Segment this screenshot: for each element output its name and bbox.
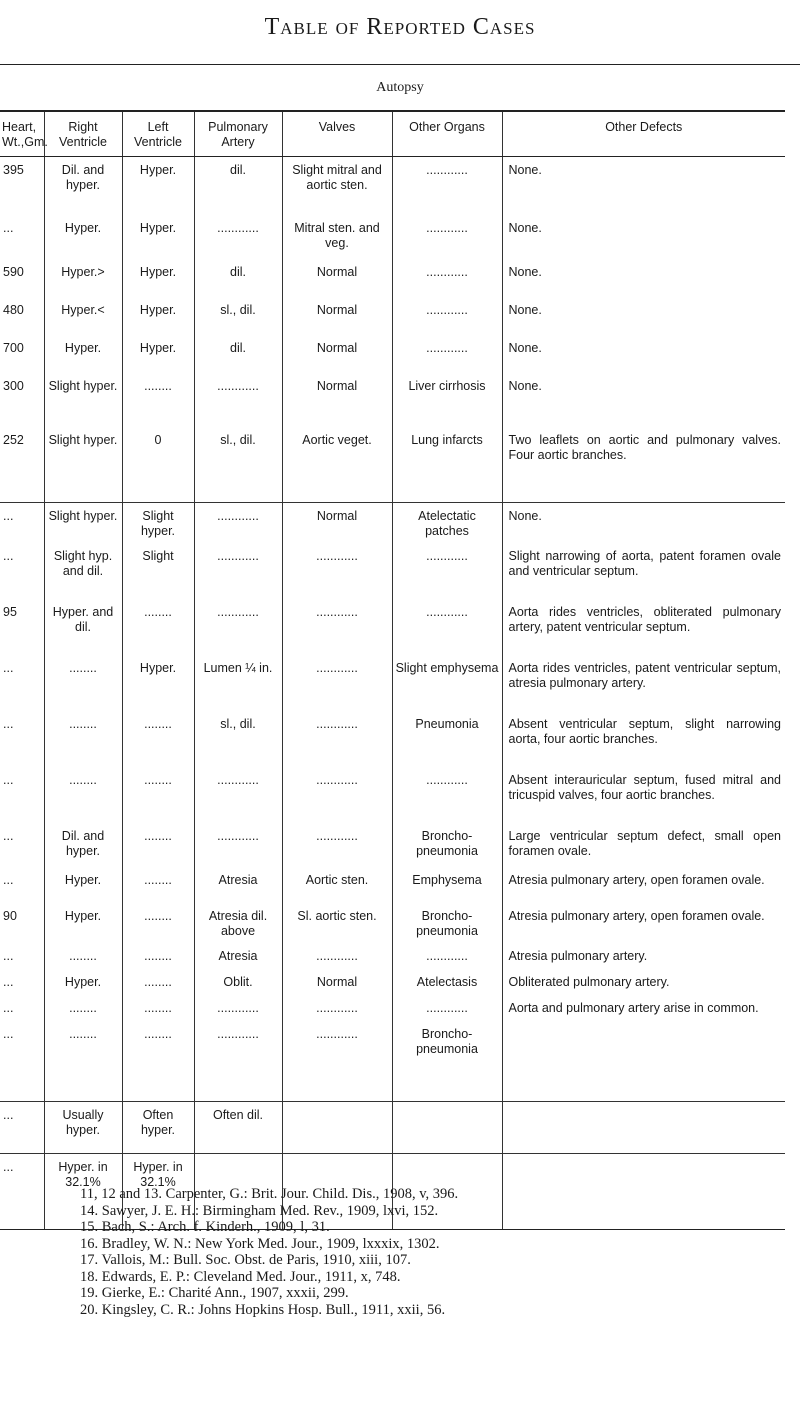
col-header-valves: Valves (282, 111, 392, 157)
table-row (0, 943, 785, 969)
cell-right-ventricle: Slight hyper. (44, 427, 122, 503)
reference-item: 14. Sawyer, J. E. H.: Birmingham Med. Rev., 1909, lxvi, 152. (80, 1202, 439, 1219)
cell-heart-weight: 590 (3, 264, 24, 279)
cell-other-defects: None. (502, 503, 785, 544)
cell-right-ventricle: Dil. and hyper. (44, 157, 122, 215)
cell-heart-weight: ... (3, 873, 14, 887)
cell-right-ventricle: ........ (44, 1021, 122, 1101)
reference-item: 11, 12 and 13. Carpenter, G.: Brit. Jour. Child. Dis., 1908, v, 396. (80, 1186, 459, 1202)
summary-cell-heart-weight: ... (0, 1101, 44, 1153)
cell-pulmonary-artery: ............ (194, 215, 282, 259)
cell-other-defects: Two leaflets on aortic and pulmonary valves. Four aortic branches. (502, 427, 785, 503)
cell-pulmonary-artery: ............ (194, 995, 282, 1021)
cell-other-defects: Aorta rides ventricles, patent ventricular septum, atresia pulmonary artery. (502, 655, 785, 711)
summary-cell-other-organs (392, 1101, 502, 1153)
table-row (0, 215, 785, 259)
cell-right-ventricle: Hyper. (44, 969, 122, 995)
cell-left-ventricle: ........ (122, 867, 194, 903)
col-header-pulmonary-artery: Pulmonary Artery (194, 111, 282, 157)
summary-cell-right-ventricle: Usually hyper. (44, 1101, 122, 1153)
cell-heart-weight: 95 (3, 605, 17, 619)
cell-right-ventricle: ........ (44, 711, 122, 767)
summary-row (0, 1101, 785, 1153)
cell-pulmonary-artery: sl., dil. (194, 297, 282, 335)
page-title: Table of Reported Cases (264, 14, 536, 40)
table-row (0, 767, 785, 823)
cell-valves: Aortic sten. (282, 867, 392, 903)
cell-other-defects: None. (502, 335, 785, 373)
col-header-left-ventricle: Left Ventricle (122, 111, 194, 157)
cell-other-defects: None. (502, 157, 785, 215)
table-row (0, 711, 785, 767)
cell-valves: ............ (282, 1021, 392, 1101)
cell-left-ventricle: ........ (122, 995, 194, 1021)
col-header-other-defects: Other Defects (502, 111, 785, 157)
cell-heart-weight: 700 (3, 340, 24, 355)
cell-other-defects: Atresia pulmonary artery. (502, 943, 785, 969)
cell-heart-weight: 480 (3, 302, 24, 317)
cell-valves: ............ (282, 767, 392, 823)
cell-left-ventricle: ........ (122, 373, 194, 427)
cell-pulmonary-artery: ............ (194, 503, 282, 544)
cell-heart-weight: ... (3, 829, 14, 843)
cell-other-organs: Emphysema (392, 867, 502, 903)
cell-other-defects: Aorta and pulmonary artery arise in common. (502, 995, 785, 1021)
cell-valves: Normal (282, 373, 392, 427)
cell-other-defects: None. (502, 297, 785, 335)
cell-left-ventricle: Hyper. (122, 215, 194, 259)
cell-other-organs: Broncho-pneumonia (392, 903, 502, 943)
cell-pulmonary-artery: sl., dil. (194, 711, 282, 767)
cell-left-ventricle: ........ (122, 599, 194, 655)
cell-pulmonary-artery: dil. (194, 157, 282, 215)
cell-pulmonary-artery: Atresia (194, 867, 282, 903)
cell-valves: Normal (282, 969, 392, 995)
cell-other-organs: Atelectatic patches (392, 503, 502, 544)
cell-other-organs: ............ (392, 995, 502, 1021)
cell-other-organs: ............ (392, 215, 502, 259)
cell-left-ventricle: ........ (122, 823, 194, 867)
cell-left-ventricle: Hyper. (122, 655, 194, 711)
cell-right-ventricle: Hyper. (44, 335, 122, 373)
cell-left-ventricle: 0 (122, 427, 194, 503)
cell-heart-weight: 300 (3, 378, 24, 393)
summary-cell-left-ventricle: Hyper. in 32.1% (122, 1153, 194, 1229)
cell-valves: ............ (282, 943, 392, 969)
cell-right-ventricle: Hyper.> (44, 259, 122, 297)
cell-other-defects: Atresia pulmonary artery, open foramen ovale. (502, 867, 785, 903)
cell-pulmonary-artery: Atresia (194, 943, 282, 969)
cell-valves: Sl. aortic sten. (282, 903, 392, 943)
cell-other-organs: Slight emphysema (392, 655, 502, 711)
cell-valves: Normal (282, 335, 392, 373)
reference-item: 16. Bradley, W. N.: New York Med. Jour., 1909, lxxxix, 1302. (80, 1235, 440, 1252)
cell-heart-weight: ... (3, 975, 14, 989)
cell-other-organs: ............ (392, 157, 502, 215)
cell-heart-weight: ... (3, 717, 14, 731)
cell-other-defects: Obliterated pulmonary artery. (502, 969, 785, 995)
cell-pulmonary-artery: sl., dil. (194, 427, 282, 503)
cell-other-organs: Pneumonia (392, 711, 502, 767)
cell-left-ventricle: Hyper. (122, 259, 194, 297)
table-row (0, 969, 785, 995)
table-row (0, 823, 785, 867)
cell-right-ventricle: Hyper.< (44, 297, 122, 335)
table-row (0, 297, 785, 335)
cell-pulmonary-artery: dil. (194, 259, 282, 297)
cell-right-ventricle: Dil. and hyper. (44, 823, 122, 867)
cell-heart-weight: ... (3, 773, 14, 787)
cell-valves: ............ (282, 655, 392, 711)
summary-cell-left-ventricle: Often hyper. (122, 1101, 194, 1153)
cell-valves: Normal (282, 297, 392, 335)
cell-other-defects (502, 1021, 785, 1101)
cell-other-organs: ............ (392, 259, 502, 297)
cell-valves: Slight mitral and aortic sten. (282, 157, 392, 215)
reference-item: 17. Vallois, M.: Bull. Soc. Obst. de Paris, 1910, xiii, 107. (80, 1252, 411, 1268)
cell-other-defects: Absent ventricular septum, slight narrowing aorta, four aortic branches. (502, 711, 785, 767)
table-row (0, 259, 785, 297)
cell-right-ventricle: Hyper. (44, 215, 122, 259)
table-row (0, 543, 785, 599)
title-rule (0, 64, 800, 65)
cell-heart-weight: ... (3, 661, 14, 675)
cell-heart-weight: ... (3, 1027, 14, 1041)
cell-valves: Normal (282, 259, 392, 297)
table-row (0, 655, 785, 711)
summary-cell-heart-weight: ... (0, 1153, 44, 1229)
cell-other-defects: None. (502, 215, 785, 259)
cell-heart-weight: 252 (3, 432, 24, 447)
table-row (0, 427, 785, 503)
cell-other-defects: Slight narrowing of aorta, patent foramen ovale and ventricular septum. (502, 543, 785, 599)
reference-item: 18. Edwards, E. P.: Cleveland Med. Jour., 1911, x, 748. (80, 1268, 401, 1285)
cell-valves: ............ (282, 823, 392, 867)
cell-pulmonary-artery: Lumen ¼ in. (194, 655, 282, 711)
cell-left-ventricle: Hyper. (122, 335, 194, 373)
cell-left-ventricle: ........ (122, 969, 194, 995)
cell-left-ventricle: Slight hyper. (122, 503, 194, 544)
cell-valves: ............ (282, 543, 392, 599)
cell-other-organs: Liver cirrhosis (392, 373, 502, 427)
cell-pulmonary-artery: ............ (194, 599, 282, 655)
reference-item: 15. Bach, S.: Arch. f. Kinderh., 1909, l, 31. (80, 1219, 330, 1235)
table-row (0, 503, 785, 544)
cell-pulmonary-artery: ............ (194, 767, 282, 823)
header-row (0, 111, 785, 157)
cell-other-defects: Atresia pulmonary artery, open foramen ovale. (502, 903, 785, 943)
cell-valves: Aortic veget. (282, 427, 392, 503)
table-row (0, 1021, 785, 1101)
cell-right-ventricle: ........ (44, 655, 122, 711)
table-row (0, 995, 785, 1021)
summary-cell-other-defects (502, 1101, 785, 1153)
cell-other-organs: ............ (392, 943, 502, 969)
cell-left-ventricle: ........ (122, 767, 194, 823)
cell-pulmonary-artery: Atresia dil. above (194, 903, 282, 943)
cell-right-ventricle: ........ (44, 767, 122, 823)
cell-left-ventricle: Hyper. (122, 297, 194, 335)
cell-heart-weight: 395 (3, 163, 24, 177)
reference-item: 19. Gierke, E.: Charité Ann., 1907, xxxii, 299. (80, 1285, 349, 1301)
table-body (0, 157, 785, 1230)
cell-heart-weight: ... (3, 220, 14, 235)
cell-valves: ............ (282, 711, 392, 767)
cell-left-ventricle: ........ (122, 943, 194, 969)
cell-heart-weight: ... (0, 503, 44, 544)
table-row (0, 335, 785, 373)
cell-heart-weight: ... (3, 549, 14, 563)
cell-heart-weight: 90 (3, 909, 17, 923)
cell-pulmonary-artery: dil. (194, 335, 282, 373)
cell-other-organs: Broncho-pneumonia (392, 823, 502, 867)
table-row (0, 867, 785, 903)
summary-cell-pulmonary-artery: Often dil. (194, 1101, 282, 1153)
reference-item: 20. Kingsley, C. R.: Johns Hopkins Hosp. Bull., 1911, xxii, 56. (80, 1301, 446, 1318)
references (80, 1186, 780, 1318)
cell-other-organs: ............ (392, 543, 502, 599)
cell-left-ventricle: ........ (122, 711, 194, 767)
cell-other-organs: ............ (392, 297, 502, 335)
cell-other-defects: Large ventricular septum defect, small open foramen ovale. (502, 823, 785, 867)
col-header-other-organs: Other Organs (392, 111, 502, 157)
col-header-right-ventricle: Right Ventricle (44, 111, 122, 157)
cell-other-organs: Atelectasis (392, 969, 502, 995)
cell-valves: ............ (282, 995, 392, 1021)
cell-heart-weight: ... (3, 949, 14, 963)
cell-left-ventricle: ........ (122, 1021, 194, 1101)
table-row (0, 157, 785, 215)
summary-cell-right-ventricle: Hyper. in 32.1% (44, 1153, 122, 1229)
cell-other-organs: Broncho-pneumonia (392, 1021, 502, 1101)
cell-right-ventricle: Slight hyper. (44, 373, 122, 427)
table-row (0, 373, 785, 427)
cell-valves: Normal (282, 503, 392, 544)
col-header-heart: Heart, Wt.,Gm. (0, 111, 44, 157)
cell-valves: Mitral sten. and veg. (282, 215, 392, 259)
cell-other-defects: Aorta rides ventricles, obliterated pulmonary artery, patent ventricular septum. (502, 599, 785, 655)
cell-left-ventricle: Hyper. (122, 157, 194, 215)
cell-right-ventricle: ........ (44, 995, 122, 1021)
cell-pulmonary-artery: ............ (194, 373, 282, 427)
cell-other-organs: ............ (392, 335, 502, 373)
autopsy-table (0, 110, 785, 1230)
cell-other-organs: ............ (392, 599, 502, 655)
cell-right-ventricle: Hyper. and dil. (44, 599, 122, 655)
cell-right-ventricle: Hyper. (44, 903, 122, 943)
cell-left-ventricle: Slight (122, 543, 194, 599)
summary-cell-valves (282, 1101, 392, 1153)
table-row (0, 599, 785, 655)
cell-right-ventricle: ........ (44, 943, 122, 969)
cell-pulmonary-artery: ............ (194, 1021, 282, 1101)
table-row (0, 903, 785, 943)
cell-right-ventricle: Hyper. (44, 867, 122, 903)
cell-right-ventricle: Slight hyper. (44, 503, 122, 544)
cell-other-organs: Lung infarcts (392, 427, 502, 503)
cell-right-ventricle: Slight hyp. and dil. (44, 543, 122, 599)
cell-other-defects: None. (502, 259, 785, 297)
cell-pulmonary-artery: ............ (194, 823, 282, 867)
cell-other-organs: ............ (392, 767, 502, 823)
section-title: Autopsy (376, 80, 424, 95)
cell-other-defects: Absent interauricular septum, fused mitral and tricuspid valves, four aortic branches. (502, 767, 785, 823)
cell-left-ventricle: ........ (122, 903, 194, 943)
cell-pulmonary-artery: Oblit. (194, 969, 282, 995)
autopsy-table-container (0, 110, 785, 1230)
cell-other-defects: None. (502, 373, 785, 427)
cell-valves: ............ (282, 599, 392, 655)
cell-pulmonary-artery: ............ (194, 543, 282, 599)
cell-heart-weight: ... (3, 1001, 14, 1015)
